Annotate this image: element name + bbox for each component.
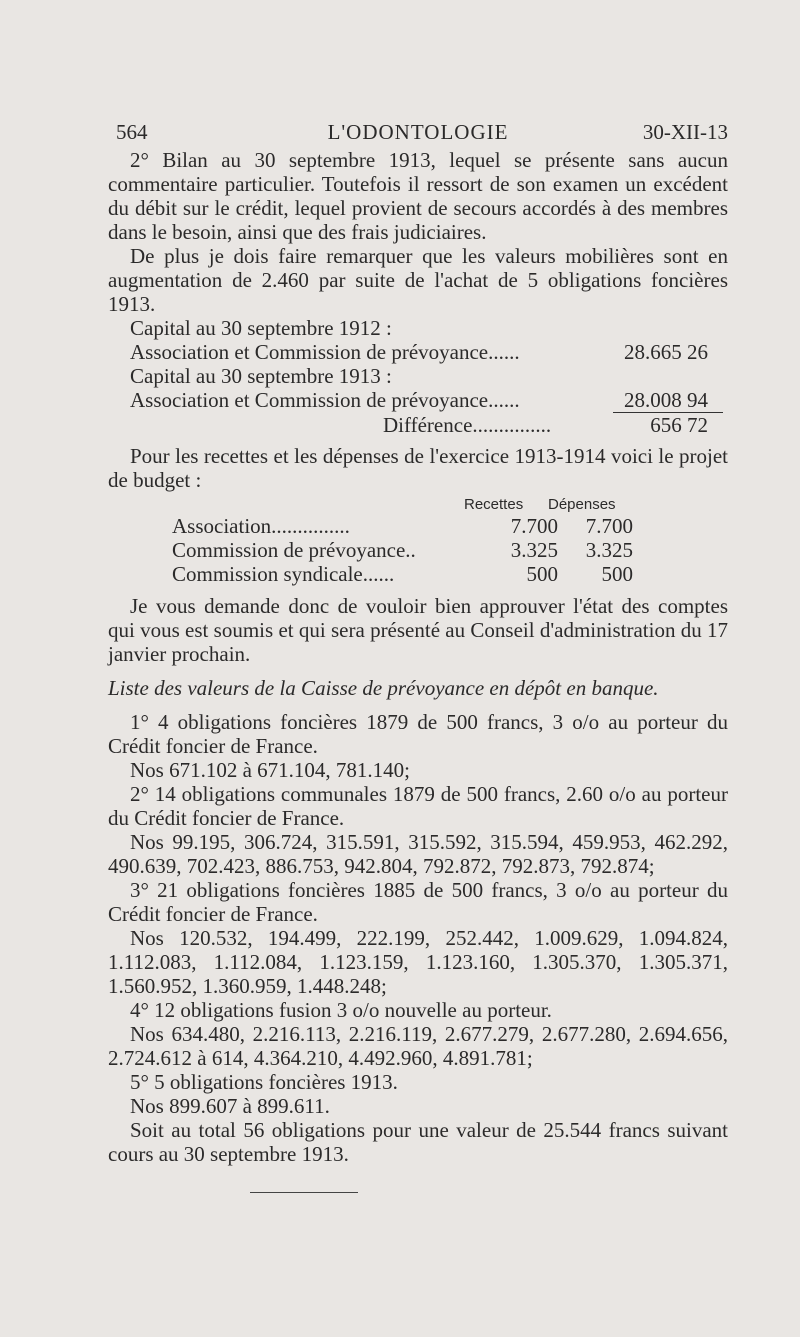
budget-row-label: Association............... [172, 514, 350, 538]
capital-1913-assoc: Association et Commission de prévoyance...... [130, 388, 520, 412]
page-header [108, 120, 728, 148]
col-depenses: Dépenses [548, 496, 616, 513]
difference-value: 656 72 [650, 413, 708, 437]
capital-1913-value: 28.008 94 [624, 388, 708, 412]
difference-label: Différence............... [383, 413, 552, 437]
capital-1913-row [108, 388, 728, 412]
capital-1912-row [108, 340, 728, 364]
capital-1913-label: Capital au 30 septembre 1913 : [130, 364, 392, 388]
journal-title: L'ODONTOLOGIE [327, 120, 509, 144]
liste-heading: Liste des valeurs de la Caisse de prévoyance en dépôt en banque. [108, 676, 659, 700]
budget-row-label: Commission de prévoyance.. [172, 538, 416, 562]
difference-row [108, 412, 728, 438]
page-number: 564 [116, 120, 148, 144]
end-rule [250, 1192, 358, 1193]
document-page [108, 120, 728, 1166]
budget-row-recettes: 500 [526, 562, 558, 586]
liste-item: Nos 671.102 à 671.104, 781.140; [130, 758, 410, 782]
intro-paragraph-1: 2° Bilan au 30 septembre 1913, lequel se présente sans aucun commentaire particulier. Toutefois il ressort de son examen un excédent du débit sur le crédit, lequel provient de secours accordés à des membres dans le besoin, ainsi que des frais judiciaires. [108, 148, 728, 244]
budget-table [108, 514, 728, 586]
budget-row [108, 538, 728, 562]
budget-row-label: Commission syndicale...... [172, 562, 395, 586]
capital-1912-label: Capital au 30 septembre 1912 : [130, 316, 392, 340]
budget-row [108, 514, 728, 538]
budget-intro: Pour les recettes et les dépenses de l'exercice 1913-1914 voici le projet de budget : [108, 444, 728, 492]
liste-item: 5° 5 obligations foncières 1913. [130, 1070, 398, 1094]
request-paragraph: Je vous demande donc de vouloir bien approuver l'état des comptes qui vous est soumis et qui sera présenté au Conseil d'administration du 17 janvier prochain. [108, 594, 728, 666]
liste-item: 4° 12 obligations fusion 3 o/o nouvelle au porteur. [130, 998, 552, 1022]
liste-item: Nos 120.532, 194.499, 222.199, 252.442, 1.009.629, 1.094.824, 1.112.083, 1.112.084, 1.123.159, 1.123.160, 1.305.370, 1.305.371, 1.560.952, 1.360.959, 1.448.248; [108, 926, 728, 998]
budget-column-headers [108, 492, 728, 514]
capital-1912-value: 28.665 26 [624, 340, 708, 364]
liste-item: 2° 14 obligations communales 1879 de 500 francs, 2.60 o/o au porteur du Crédit foncier de France. [108, 782, 728, 830]
liste-item: Nos 634.480, 2.216.113, 2.216.119, 2.677.279, 2.677.280, 2.694.656, 2.724.612 à 614, 4.364.210, 4.492.960, 4.891.781; [108, 1022, 728, 1070]
issue-date: 30-XII-13 [642, 120, 728, 144]
budget-row [108, 562, 728, 586]
col-recettes: Recettes [464, 496, 524, 513]
capital-1912-assoc: Association et Commission de prévoyance...... [130, 340, 520, 364]
budget-row-recettes: 3.325 [510, 538, 558, 562]
liste-item: Nos 899.607 à 899.611. [130, 1094, 330, 1118]
budget-row-recettes: 7.700 [510, 514, 558, 538]
liste-item: Nos 99.195, 306.724, 315.591, 315.592, 315.594, 459.953, 462.292, 490.639, 702.423, 886.753, 942.804, 792.872, 792.873, 792.874; [108, 830, 728, 878]
liste-item: Soit au total 56 obligations pour une valeur de 25.544 francs suivant cours au 30 septembre 1913. [108, 1118, 728, 1166]
liste-item: 1° 4 obligations foncières 1879 de 500 francs, 3 o/o au porteur du Crédit foncier de France. [108, 710, 728, 758]
budget-row-depenses: 3.325 [585, 538, 633, 562]
liste-item: 3° 21 obligations foncières 1885 de 500 francs, 3 o/o au porteur du Crédit foncier de France. [108, 878, 728, 926]
budget-row-depenses: 7.700 [585, 514, 633, 538]
intro-paragraph-2: De plus je dois faire remarquer que les valeurs mobilières sont en augmentation de 2.460 par suite de l'achat de 5 obligations foncières 1913. [108, 244, 728, 316]
budget-row-depenses: 500 [601, 562, 633, 586]
liste-items [108, 710, 728, 1166]
